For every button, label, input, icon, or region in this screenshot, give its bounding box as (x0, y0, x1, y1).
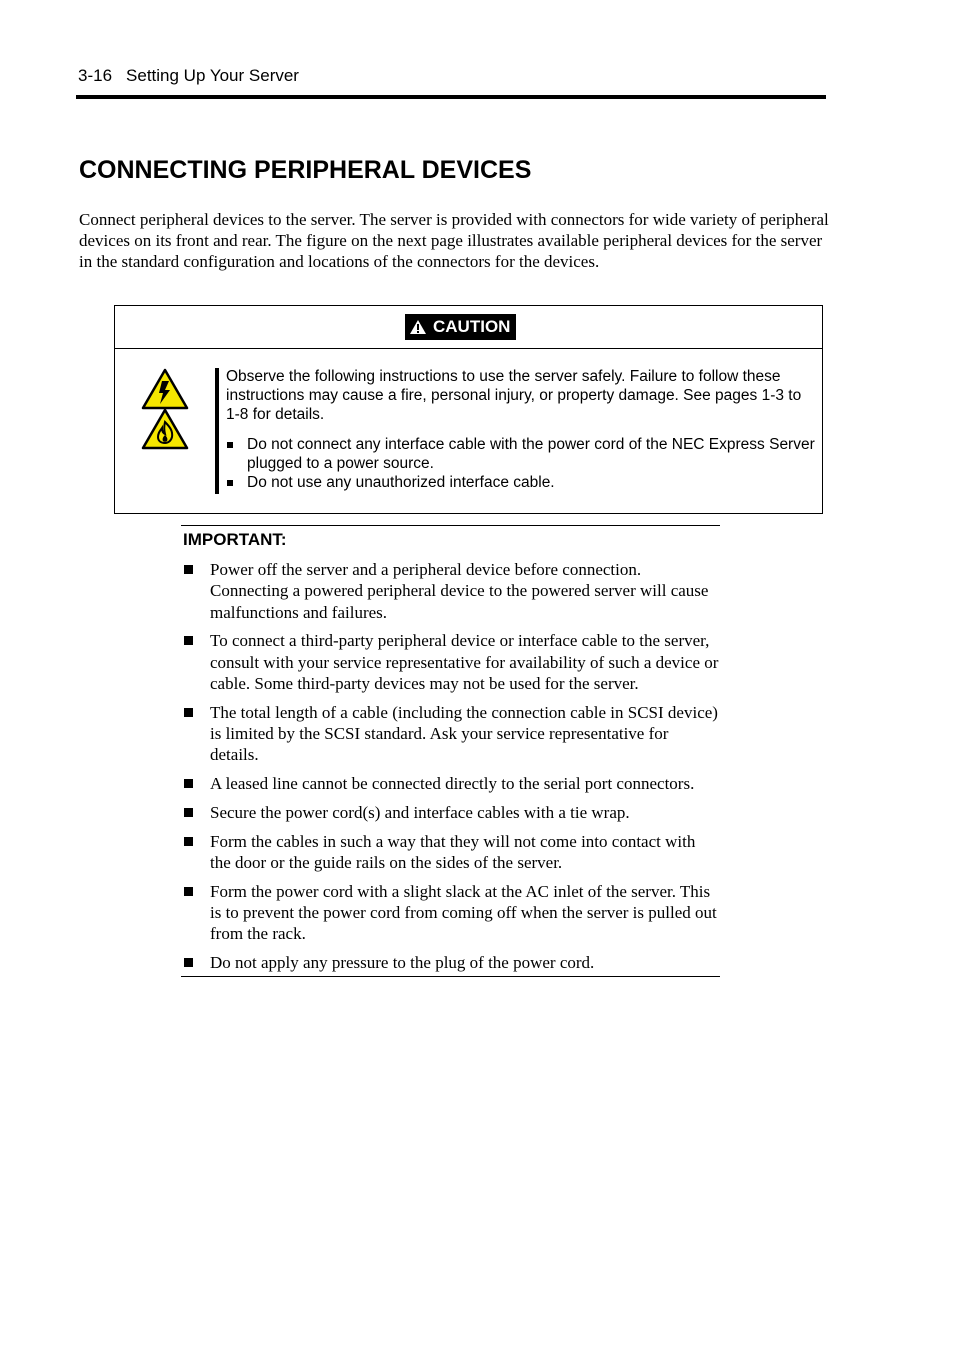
important-item: Power off the server and a peripheral device before connection. Connecting a powered peripheral device to the powered server will cause malfunctions and failures. (181, 559, 720, 623)
important-item: A leased line cannot be connected directly to the serial port connectors. (181, 773, 720, 794)
caution-label: CAUTION (433, 317, 511, 336)
important-item: The total length of a cable (including the connection cable in SCSI device) is limited by the SCSI standard. Ask your service representative for details. (181, 702, 720, 766)
important-box (181, 525, 720, 977)
important-item: Form the power cord with a slight slack at the AC inlet of the server. This is to prevent the power cord from coming off when the server is pulled out from the rack. (181, 881, 720, 945)
important-item: To connect a third-party peripheral device or interface cable to the server, consult with your service representative for availability of such a device or cable. Some third-party devices may not be used for the server. (181, 630, 720, 694)
caution-badge (405, 314, 516, 340)
important-item: Form the cables in such a way that they will not come into contact with the door or the guide rails on the sides of the server. (181, 831, 720, 874)
caution-list (226, 435, 816, 493)
important-item: Do not apply any pressure to the plug of the power cord. (181, 952, 720, 973)
caution-item: Do not connect any interface cable with the power cord of the NEC Express Server plugged to a power source. (226, 435, 816, 473)
caution-text (226, 367, 816, 492)
fire-hazard-icon (141, 408, 189, 450)
important-list (181, 559, 720, 974)
page-title: CONNECTING PERIPHERAL DEVICES (79, 156, 532, 184)
caution-paragraph: Observe the following instructions to use the server safely. Failure to follow these instructions may cause a fire, personal injury, or property damage. See pages 1-3 to 1-8 for details. (226, 368, 802, 424)
important-heading: IMPORTANT: (183, 530, 287, 549)
section-title: Setting Up Your Server (126, 66, 299, 85)
caution-box (114, 305, 823, 514)
header-rule (76, 95, 826, 99)
caution-bar (215, 368, 219, 494)
caution-item: Do not use any unauthorized interface cable. (226, 473, 816, 492)
page-number: 3-16 (78, 66, 113, 85)
electric-shock-icon (141, 368, 189, 410)
intro-paragraph: Connect peripheral devices to the server. The server is provided with connectors for wide variety of peripheral devices on its front and rear. The figure on the next page illustrates available peripheral devices for the server in the standard configuration and locations of the connectors for the devices. (79, 210, 829, 272)
caution-header (115, 306, 822, 349)
warning-triangle-icon (409, 319, 427, 335)
important-item: Secure the power cord(s) and interface cables with a tie wrap. (181, 802, 720, 823)
page-header (78, 66, 299, 86)
